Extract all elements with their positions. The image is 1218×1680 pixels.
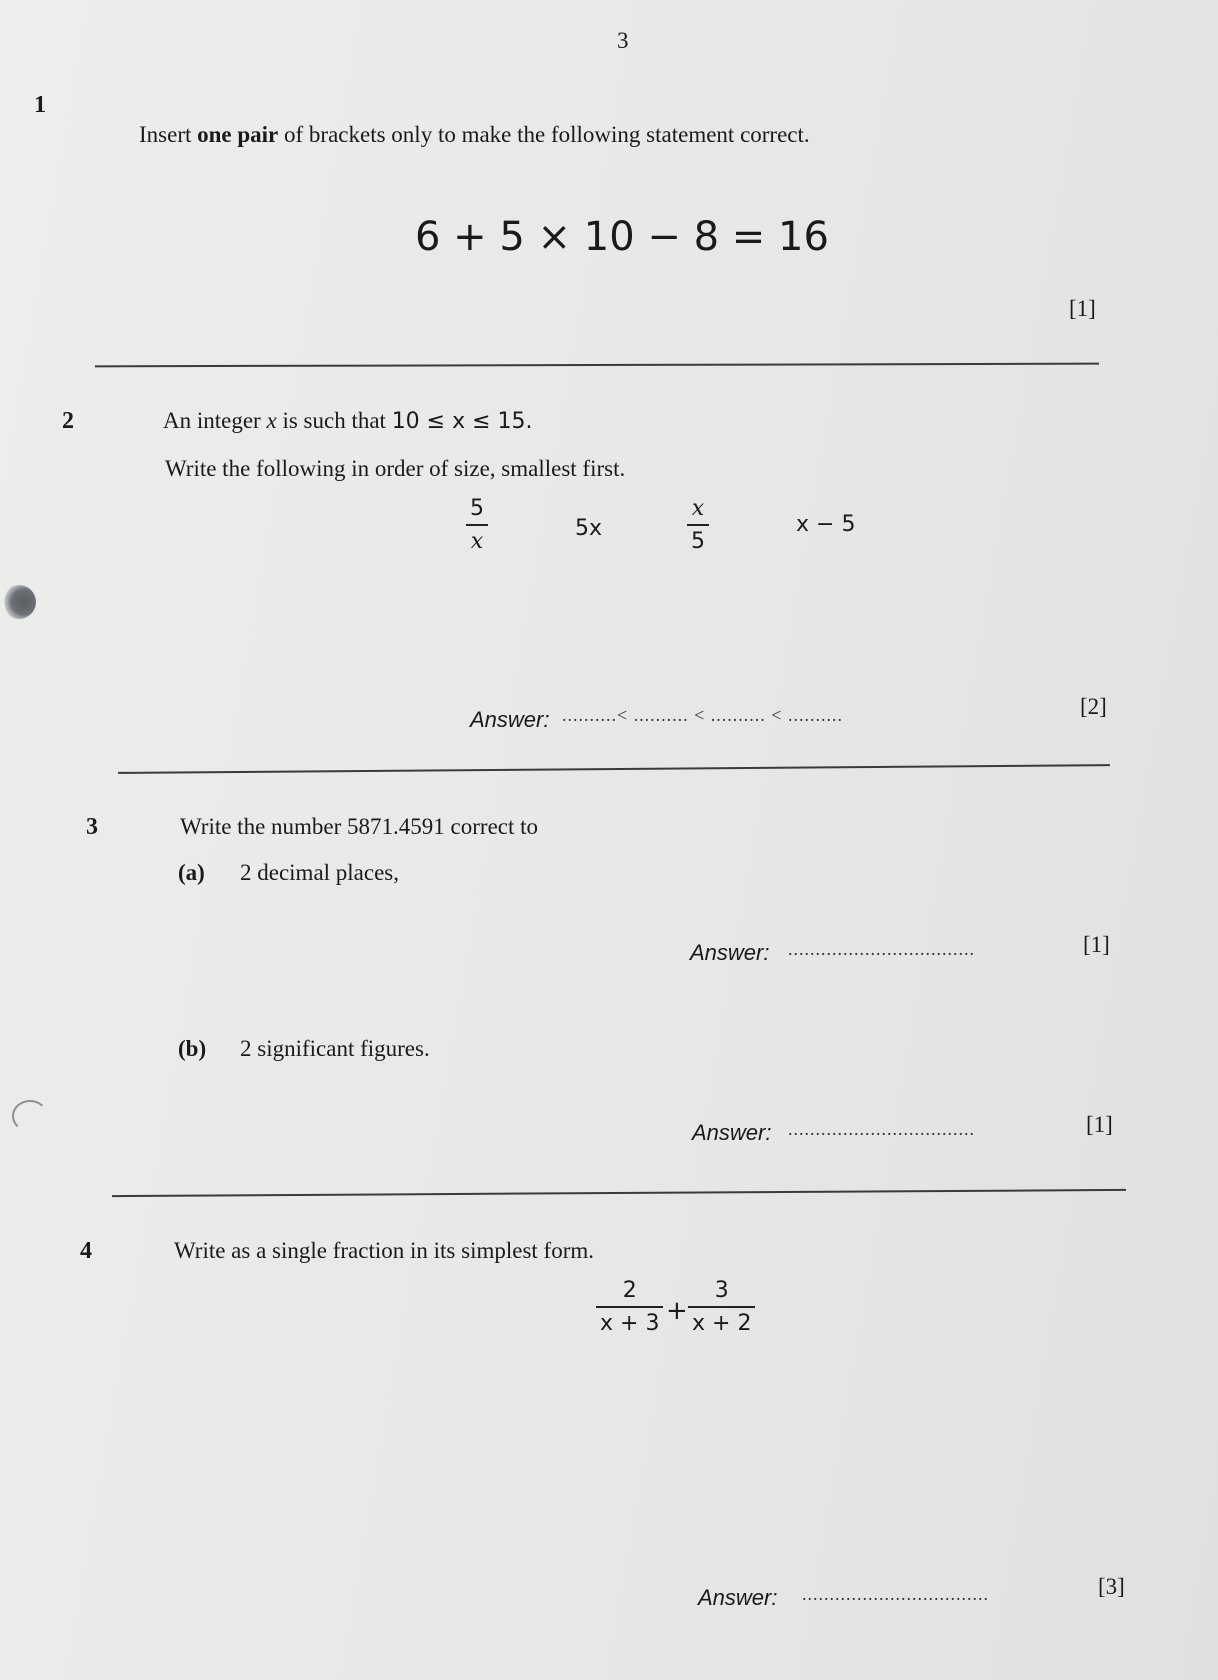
q2-line2: Write the following in order of size, smallest first. xyxy=(165,456,626,481)
q4-plus: + xyxy=(666,1296,688,1326)
q2-item-five-x: 5x xyxy=(575,516,603,541)
q2-line1 xyxy=(163,408,533,434)
q2-inequality: 10 ≤ x ≤ 15. xyxy=(391,409,533,434)
q3a-answer-blank[interactable]: .................................. xyxy=(788,939,975,959)
q2-item3-denominator: 5 xyxy=(691,528,705,554)
q1-text-bold: one pair xyxy=(197,122,279,147)
q4-frac2-denominator: x + 2 xyxy=(692,1310,752,1336)
q1-marks: [1] xyxy=(1069,296,1096,321)
q4-fraction-2 xyxy=(688,1278,755,1336)
q2-answer-label: Answer: xyxy=(470,707,550,732)
q2-answer-blank[interactable]: ..........< .......... < .......... < .......... xyxy=(562,705,843,725)
q1-text-before: Insert xyxy=(139,122,198,147)
q3b-answer-label: Answer: xyxy=(692,1120,772,1145)
q3-part-a-text: 2 decimal places, xyxy=(240,860,400,885)
q2-item-x-minus-five: x − 5 xyxy=(796,512,856,537)
q2-item1-denominator: x xyxy=(470,528,484,554)
q3b-marks: [1] xyxy=(1086,1112,1113,1137)
q1-text xyxy=(139,122,810,148)
q4-answer-blank[interactable]: .................................. xyxy=(802,1584,989,1604)
q4-text: Write as a single fraction in its simplest form. xyxy=(174,1238,595,1263)
fraction-bar xyxy=(466,524,488,526)
q4-marks: [3] xyxy=(1098,1574,1125,1599)
q3a-marks: [1] xyxy=(1083,932,1110,957)
q3-number: 3 xyxy=(86,814,98,840)
q1-text-after: of brackets only to make the following statement correct. xyxy=(278,122,810,147)
q3b-answer-blank[interactable]: .................................. xyxy=(788,1119,975,1139)
divider-line xyxy=(95,363,1099,367)
q4-answer-label: Answer: xyxy=(698,1585,778,1610)
fraction-bar xyxy=(688,1306,755,1308)
q2-marks: [2] xyxy=(1080,694,1107,719)
binder-hole-icon xyxy=(12,1100,48,1132)
binder-hole-icon xyxy=(2,585,36,619)
q2-variable: x xyxy=(266,408,277,433)
fraction-bar xyxy=(687,524,709,526)
q4-number: 4 xyxy=(80,1238,92,1264)
fraction-bar xyxy=(596,1306,663,1308)
q3-part-b-label: (b) xyxy=(178,1036,207,1061)
q2-item3-numerator: x xyxy=(691,496,705,521)
q3-part-b-text: 2 significant figures. xyxy=(240,1036,430,1061)
q4-frac1-numerator: 2 xyxy=(622,1278,637,1303)
divider-line xyxy=(118,764,1110,773)
q3-part-a-label: (a) xyxy=(178,860,205,885)
q2-line1-text: An integer xyxy=(163,408,267,433)
q2-item-five-over-x xyxy=(466,496,488,554)
q2-item-x-over-five xyxy=(687,496,709,554)
q3a-answer-label: Answer: xyxy=(690,940,770,965)
q4-frac2-numerator: 3 xyxy=(714,1278,729,1303)
q3-text: Write the number 5871.4591 correct to xyxy=(180,814,539,839)
q1-number: 1 xyxy=(34,92,46,118)
q2-line1-after: is such that xyxy=(276,408,392,433)
page-number: 3 xyxy=(617,28,629,53)
q4-frac1-denominator: x + 3 xyxy=(600,1310,660,1336)
q2-item1-numerator: 5 xyxy=(470,496,484,521)
q4-fraction-1 xyxy=(596,1278,663,1336)
divider-line xyxy=(112,1189,1126,1197)
q2-number: 2 xyxy=(62,408,74,434)
q1-equation: 6 + 5 × 10 − 8 = 16 xyxy=(415,214,829,260)
